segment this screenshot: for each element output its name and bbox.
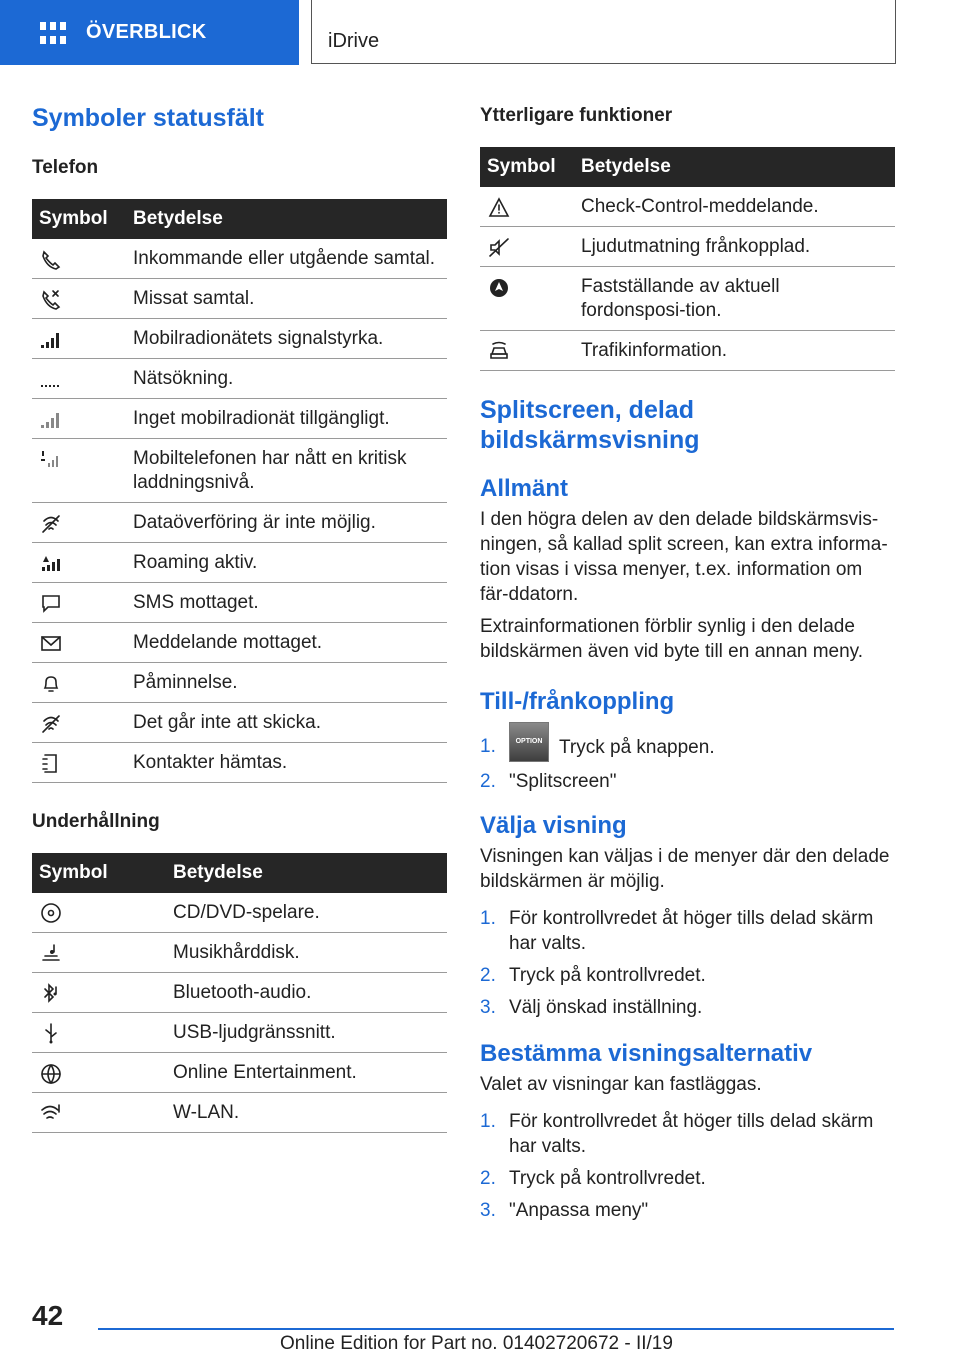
chapter-header	[311, 0, 896, 64]
valja-paragraph: Visningen kan väljas i de menyer där den delade bildskärmen är möjlig.	[480, 846, 890, 892]
allmant-title: Allmänt	[480, 475, 569, 502]
table-row	[32, 743, 447, 783]
online-entertainment-icon	[39, 1062, 63, 1084]
meaning-cell: Bluetooth-audio.	[166, 973, 447, 1013]
meaning-cell: Kontakter hämtas.	[126, 743, 447, 783]
underhallning-table	[32, 853, 447, 1133]
table-row	[32, 359, 447, 399]
wlan-icon	[39, 1102, 63, 1124]
bestamma-paragraph: Valet av visningar kan fastläggas.	[480, 1074, 762, 1095]
valja-steps	[480, 906, 895, 1020]
hard-disk-music-icon	[39, 942, 63, 964]
meaning-cell: Inkommande eller utgående samtal.	[126, 239, 447, 279]
message-icon	[39, 632, 63, 654]
send-failed-icon	[39, 712, 63, 734]
valja-title: Välja visning	[480, 812, 627, 839]
option-button-icon: OPTION	[509, 722, 549, 762]
table-row	[32, 1013, 447, 1053]
col-symbol: Symbol	[32, 199, 126, 239]
table-row	[480, 187, 895, 227]
table-row	[480, 267, 895, 331]
meaning-cell: CD/DVD-spelare.	[166, 893, 447, 933]
speaker-off-icon	[487, 236, 511, 258]
right-column	[480, 105, 895, 1230]
list-item: 1. För kontrollvredet åt höger tills delad skärm har valts.	[480, 1111, 874, 1157]
footer-edition: Online Edition for Part no. 01402720672 - II/19	[280, 1333, 673, 1354]
telefon-heading: Telefon	[32, 157, 99, 178]
grid-menu-icon	[40, 22, 66, 44]
table-row	[32, 933, 447, 973]
overview-tab[interactable]	[0, 0, 299, 65]
meaning-cell: Fastställande av aktuell fordonsposi-tion.	[574, 267, 895, 331]
table-row	[32, 503, 447, 543]
missed-call-icon	[39, 288, 63, 310]
ytterligare-table	[480, 147, 895, 371]
list-item: 2. Tryck på kontrollvredet.	[480, 965, 706, 986]
meaning-cell: Dataöverföring är inte möjlig.	[126, 503, 447, 543]
table-row	[32, 439, 447, 503]
meaning-cell: Mobilradionätets signalstyrka.	[126, 319, 447, 359]
underhallning-heading: Underhållning	[32, 811, 160, 832]
bestamma-title: Bestämma visningsalternativ	[480, 1040, 813, 1067]
till-title: Till-/frånkoppling	[480, 688, 675, 715]
phone-call-icon	[39, 248, 63, 270]
meaning-cell: Trafikinformation.	[574, 331, 895, 371]
meaning-cell: Roaming aktiv.	[126, 543, 447, 583]
roaming-icon	[39, 552, 63, 574]
chapter-label: iDrive	[328, 30, 380, 52]
meaning-cell: Ljudutmatning frånkopplad.	[574, 227, 895, 267]
page-title: Symboler statusfält	[32, 104, 265, 132]
till-steps	[480, 734, 895, 794]
col-symbol: Symbol	[480, 147, 574, 187]
col-meaning: Betydelse	[574, 147, 895, 187]
table-row	[32, 893, 447, 933]
position-icon	[487, 276, 511, 298]
allmant-paragraph-2: Extrainformationen förblir synlig i den delade bildskärmen även vid byte till en annan meny.	[480, 616, 864, 662]
traffic-info-icon	[487, 340, 511, 362]
table-row	[32, 279, 447, 319]
meaning-cell: Missat samtal.	[126, 279, 447, 319]
warning-triangle-icon	[487, 196, 511, 218]
table-row	[32, 703, 447, 743]
table-row	[32, 239, 447, 279]
bluetooth-audio-icon	[39, 982, 63, 1004]
table-row	[480, 227, 895, 267]
col-symbol: Symbol	[32, 853, 166, 893]
table-row	[32, 1093, 447, 1133]
usb-icon	[39, 1022, 63, 1044]
signal-strength-icon	[39, 328, 63, 350]
list-item: 1. För kontrollvredet åt höger tills delad skärm har valts.	[480, 908, 874, 954]
footer-divider	[98, 1328, 894, 1330]
meaning-cell: SMS mottaget.	[126, 583, 447, 623]
allmant-paragraph-1: I den högra delen av den delade bildskärmsvis-ningen, så kallad split screen, kan extra informa-tion visas i vissa menyer, t.ex. information om fär-ddatorn.	[480, 509, 888, 605]
meaning-cell: Online Entertainment.	[166, 1053, 447, 1093]
table-row	[32, 319, 447, 359]
table-row	[32, 543, 447, 583]
low-battery-icon	[39, 448, 63, 470]
telefon-table	[32, 199, 447, 783]
page-number: 42	[32, 1300, 64, 1331]
col-meaning: Betydelse	[126, 199, 447, 239]
bestamma-steps	[480, 1109, 895, 1223]
section-label: ÖVERBLICK	[86, 21, 207, 43]
meaning-cell: Påminnelse.	[126, 663, 447, 703]
table-row	[32, 623, 447, 663]
ytterligare-heading: Ytterligare funktioner	[480, 105, 673, 126]
meaning-cell: Meddelande mottaget.	[126, 623, 447, 663]
network-search-icon	[39, 368, 63, 390]
list-item: 3. Välj önskad inställning.	[480, 997, 703, 1018]
list-item: 1. OPTION Tryck på knappen.	[480, 734, 895, 762]
table-row	[32, 1053, 447, 1093]
meaning-cell: USB-ljudgränssnitt.	[166, 1013, 447, 1053]
splitscreen-title: Splitscreen, delad bildskärmsvisning	[480, 396, 700, 454]
meaning-cell: Mobiltelefonen har nått en kritisk laddningsnivå.	[126, 439, 447, 503]
meaning-cell: Musikhårddisk.	[166, 933, 447, 973]
table-row	[32, 973, 447, 1013]
table-row	[32, 663, 447, 703]
contacts-icon	[39, 752, 63, 774]
no-data-icon	[39, 512, 63, 534]
meaning-cell: Check-Control-meddelande.	[574, 187, 895, 227]
list-item: 2. Tryck på kontrollvredet.	[480, 1168, 706, 1189]
table-row	[32, 399, 447, 439]
no-signal-icon	[39, 408, 63, 430]
meaning-cell: Det går inte att skicka.	[126, 703, 447, 743]
meaning-cell: Nätsökning.	[126, 359, 447, 399]
cd-icon	[39, 902, 63, 924]
meaning-cell: Inget mobilradionät tillgängligt.	[126, 399, 447, 439]
list-item: 3. "Anpassa meny"	[480, 1200, 649, 1221]
col-meaning: Betydelse	[166, 853, 447, 893]
table-row	[480, 331, 895, 371]
list-item: 2. "Splitscreen"	[480, 771, 617, 792]
sms-icon	[39, 592, 63, 614]
meaning-cell: W-LAN.	[166, 1093, 447, 1133]
table-row	[32, 583, 447, 623]
left-column	[32, 103, 447, 1133]
reminder-bell-icon	[39, 672, 63, 694]
